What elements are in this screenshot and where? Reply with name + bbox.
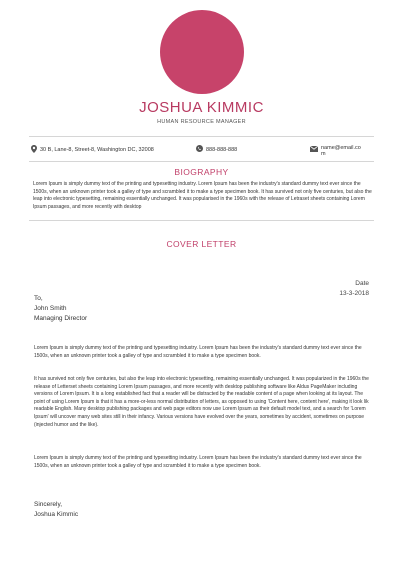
date-label: Date [355,280,369,287]
profile-photo-circle [160,10,244,94]
address-text: 30 B, Lane-8, Street-8, Washington DC, 32008 [40,147,154,153]
phone-icon [196,145,203,154]
contact-email [310,145,361,157]
letter-paragraph-2: It has survived not only five centuries, but also the leap into electronic typesetting, remaining essentially unchanged. It was popularized in the 1960s the release of Letterset sheets containing Lorem Ipsum passages, and more recently with desktop publishing software like Aldus PageMaker including versions of Lorem Ipsum. It is a long established fact that a reader will be distracted by the readable content of a page when looking at its layout. The point of using Lorem Ipsum is that it has a more-or-less normal distribution of letters, as opposed to using 'Content here, content here', making it look lik readable English. Many desktop publishing packages and web page editors now use Lorem Ipsum as their default model text, and a search for 'Lorem Ipsum' will uncover many web sites still in their infancy. Various versions have evolved over the years, sometimes by accident, sometimes on purpose (injected humor and the like). [34,376,369,428]
biography-text: Lorem Ipsum is simply dummy text of the printing and typesetting industry. Lorem Ipsum has been the industry's standard dummy text ever since the 1500s, when an unknown printer took a galley of type and scrambled it to make a type specimen book. It has survived not only five centuries, but also the leap into electronic typesetting, remaining essentially unchanged. It was popularised in the 1960s with the release of Letraset sheets containing Lorem Ipsum passages, and more recently with desktop [33,181,372,210]
email-text-overflow: m [321,151,326,157]
email-text[interactable]: name@email.co [321,145,361,151]
signature-name: Joshua Kimmic [34,511,79,518]
divider-contact [29,161,374,162]
map-pin-icon [31,145,37,155]
biography-title: BIOGRAPHY [174,167,229,177]
contact-phone [196,145,237,154]
to-label: To, [34,295,43,302]
candidate-role: HUMAN RESOURCE MANAGER [157,119,246,125]
divider-top [29,136,374,137]
envelope-icon [310,146,318,154]
phone-text: 888-888-888 [206,146,238,153]
letter-paragraph-3: Lorem Ipsum is simply dummy text of the printing and typesetting industry. Lorem Ipsum has been the industry's standard dummy text ever since the 1500s, when an unknown printer took a galley of type and scrambled it to make a type specimen book. [34,455,362,469]
closing-block [34,500,78,520]
candidate-name: JOSHUA KIMMIC [139,99,264,116]
recipient-block [34,294,87,324]
recipient-name: John Smith [34,305,67,312]
cover-letter-title: COVER LETTER [166,239,237,249]
recipient-title: Managing Director [34,315,88,322]
closing-text: Sincerely, [34,501,63,508]
letter-paragraph-1: Lorem Ipsum is simply dummy text of the printing and typesetting industry. Lorem Ipsum has been the industry's standard dummy text ever since the 1500s, when an unknown printer took a galley of type and scrambled it to make a type specimen book. [34,345,362,359]
date-value: 13-3-2018 [339,290,369,297]
contact-address [31,145,154,155]
divider-biography [29,220,374,221]
